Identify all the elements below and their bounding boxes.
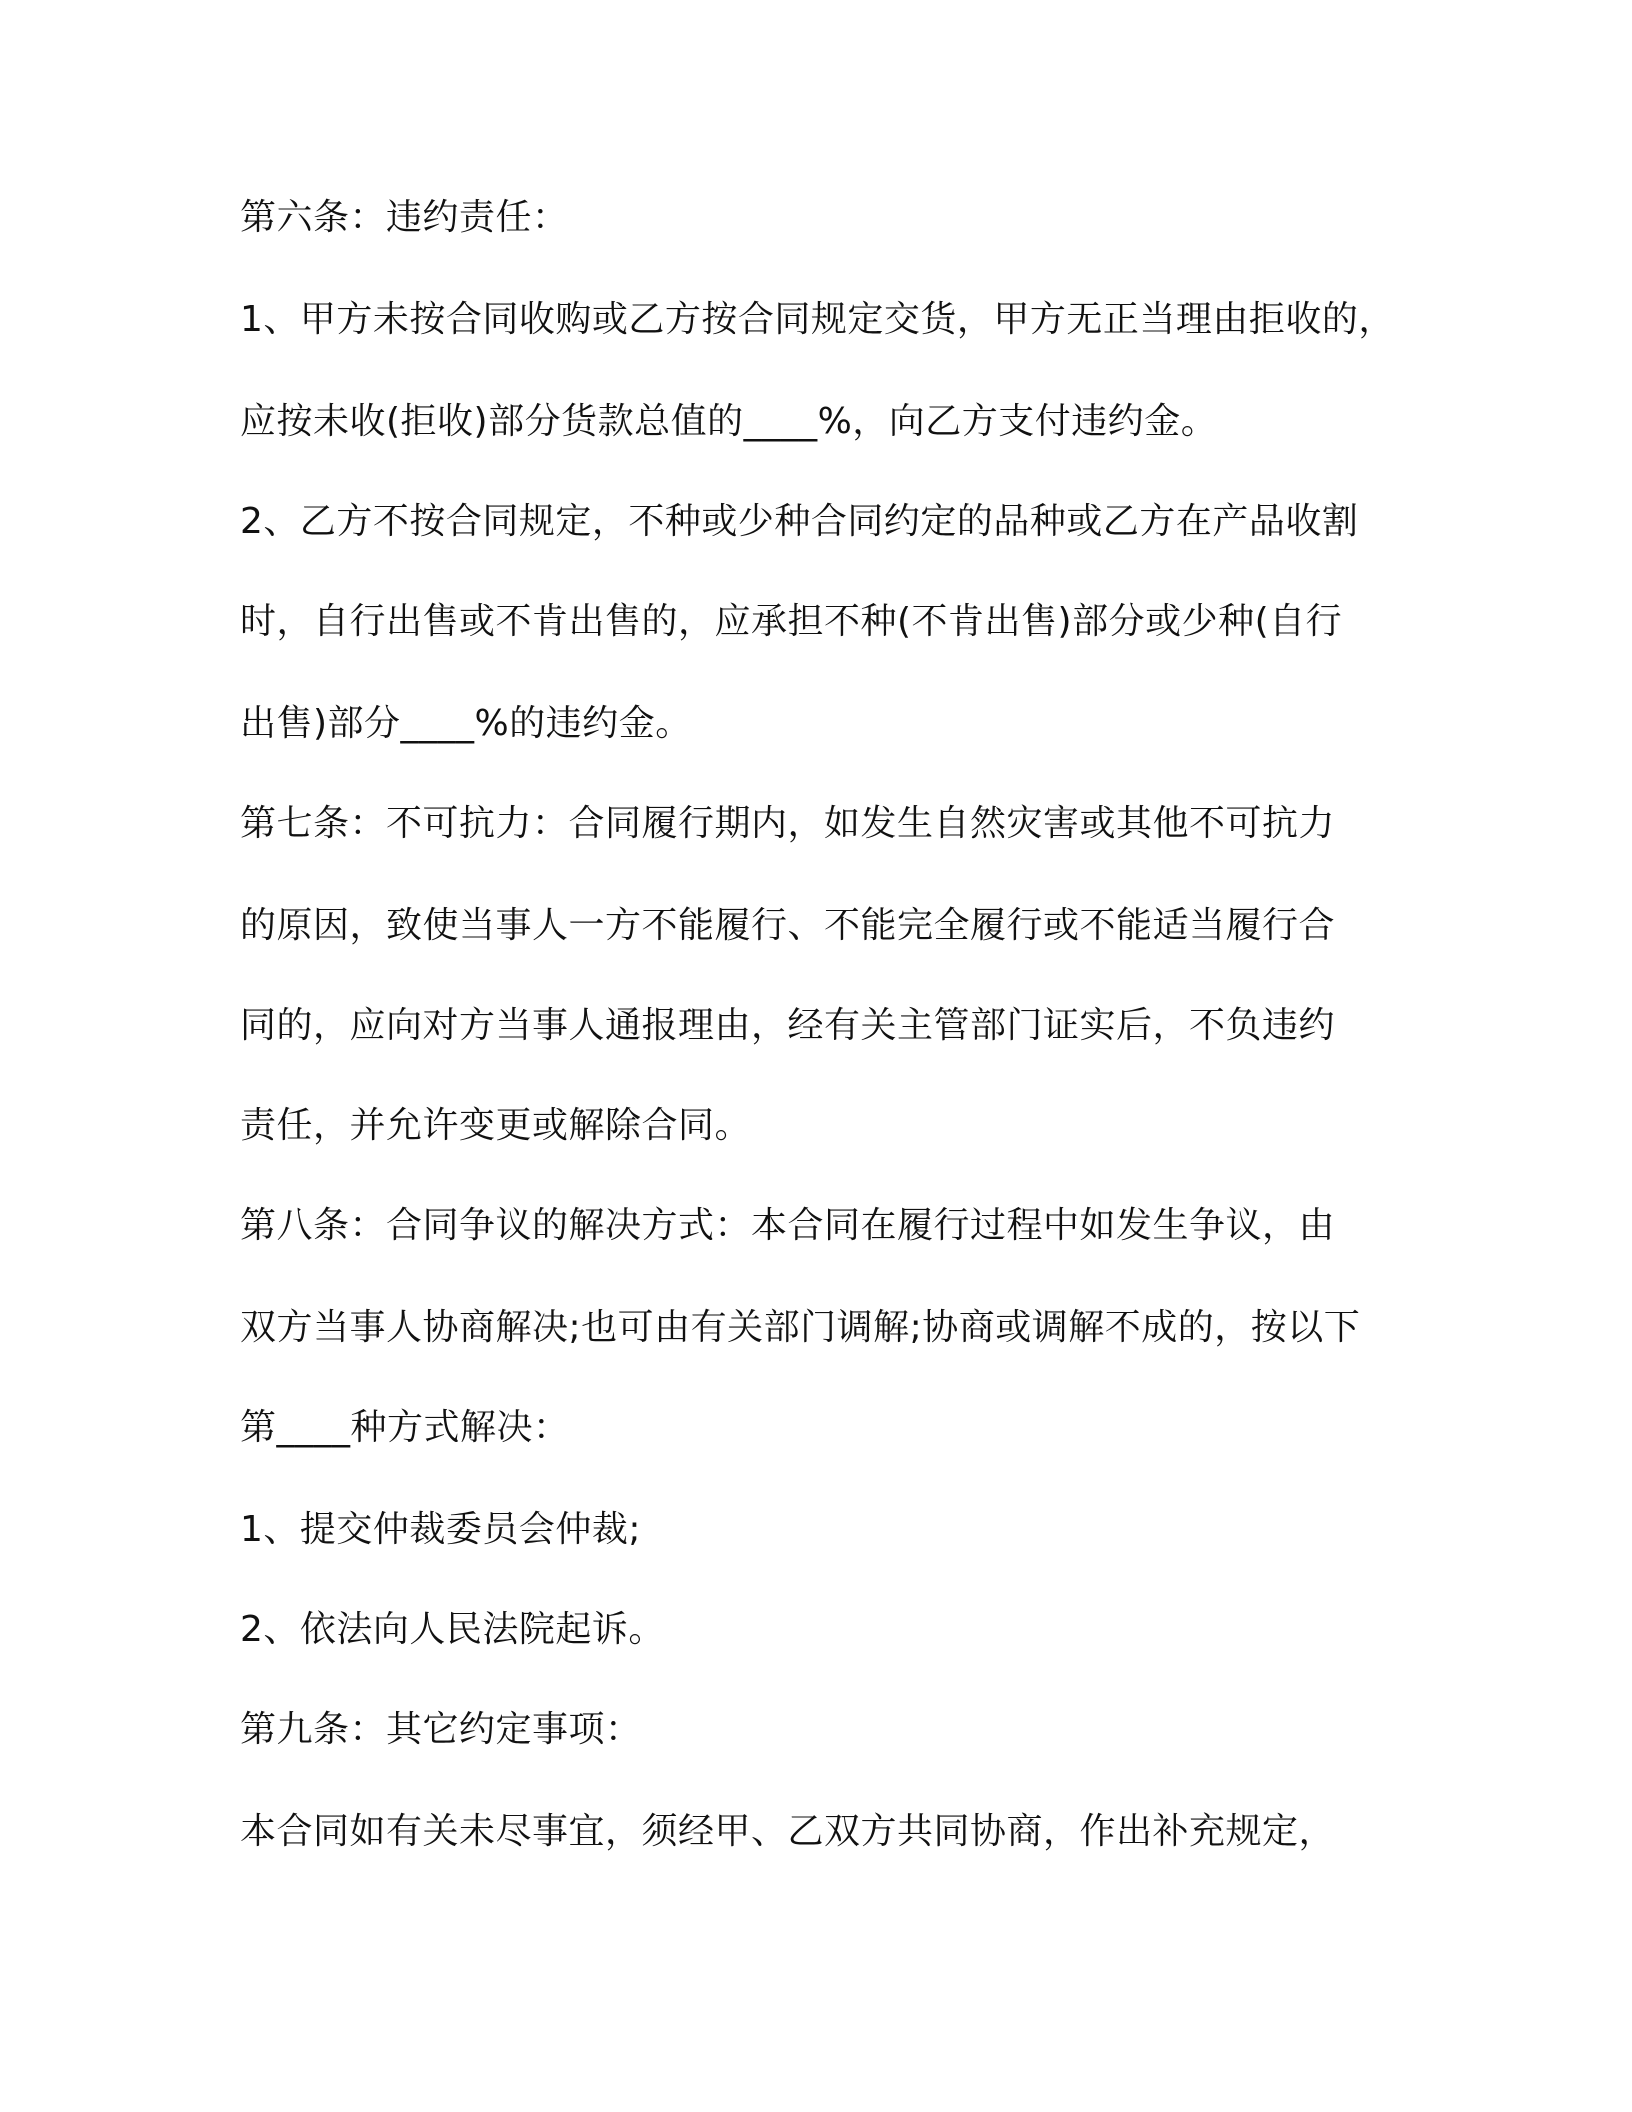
clause-8-line-2: 双方当事人协商解决;也可由有关部门调解;协商或调解不成的，按以下 (240, 1307, 1361, 1348)
clause-6-item-2-line-2: 时，自行出售或不肯出售的，应承担不种(不肯出售)部分或少种(自行 (240, 601, 1343, 642)
clause-7-line-3: 同的，应向对方当事人通报理由，经有关主管部门证实后，不负违约 (240, 1005, 1336, 1046)
clause-9-heading: 第九条：其它约定事项： (240, 1709, 642, 1750)
clause-6-heading: 第六条：违约责任： (240, 197, 569, 238)
clause-7-line-2: 的原因，致使当事人一方不能履行、不能完全履行或不能适当履行合 (240, 905, 1336, 946)
clause-8-line-3: 第____种方式解决： (240, 1407, 570, 1448)
clause-8-option-2: 2、依法向人民法院起诉。 (240, 1609, 665, 1650)
clause-8-option-1: 1、提交仲裁委员会仲裁; (240, 1509, 642, 1550)
clause-7-line-4: 责任，并允许变更或解除合同。 (240, 1105, 752, 1146)
clause-6-item-1-line-2: 应按未收(拒收)部分货款总值的____%，向乙方支付违约金。 (240, 401, 1218, 442)
clause-6-item-2-line-3: 出售)部分____%的违约金。 (240, 703, 692, 744)
clause-6-item-2-line-1: 2、乙方不按合同规定，不种或少种合同约定的品种或乙方在产品收割 (240, 501, 1359, 542)
clause-6-item-1-line-1: 1、甲方未按合同收购或乙方按合同规定交货，甲方无正当理由拒收的， (240, 299, 1395, 340)
clause-9-line-1: 本合同如有关未尽事宜，须经甲、乙双方共同协商，作出补充规定， (240, 1811, 1336, 1852)
clause-7-line-1: 第七条：不可抗力：合同履行期内，如发生自然灾害或其他不可抗力 (240, 803, 1336, 844)
clause-8-line-1: 第八条：合同争议的解决方式：本合同在履行过程中如发生争议，由 (240, 1205, 1336, 1246)
